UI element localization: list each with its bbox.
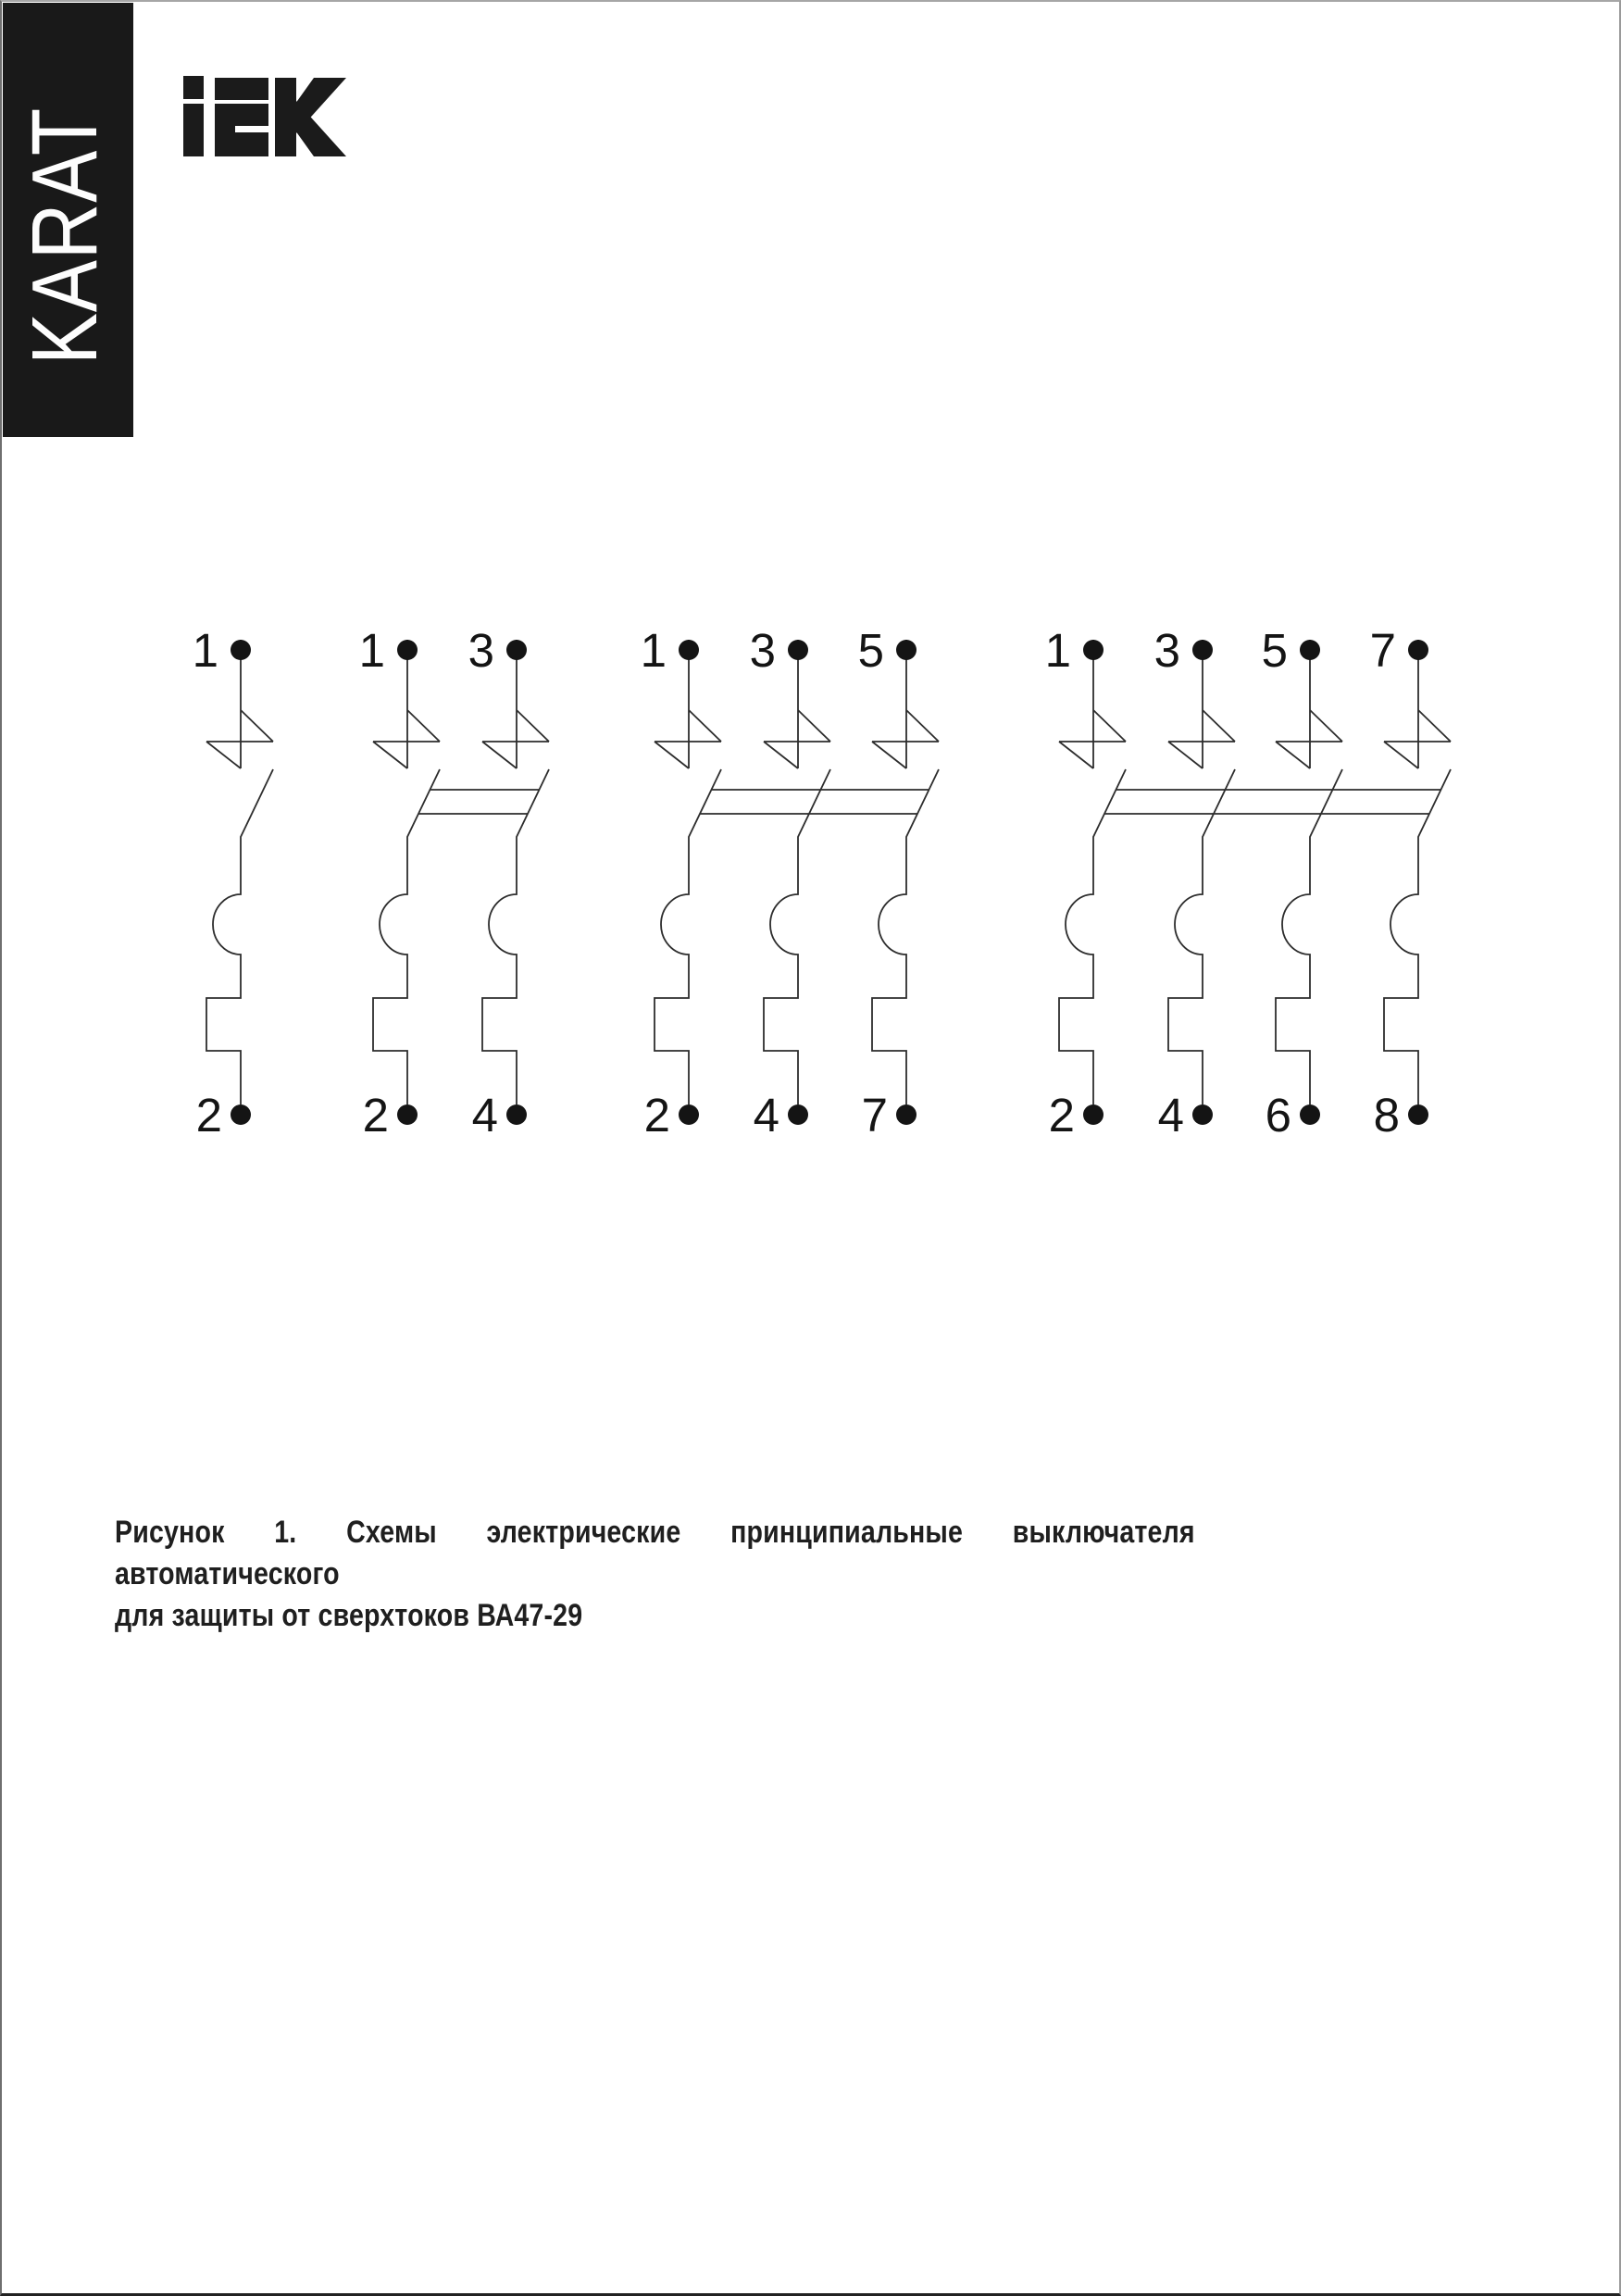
terminal-dot-bottom — [1300, 1104, 1320, 1125]
pole-path — [1059, 640, 1126, 1104]
terminal-label-bottom: 8 — [1373, 1089, 1400, 1142]
terminal-dot-bottom — [506, 1104, 527, 1125]
pole-path — [872, 640, 939, 1104]
circuit-diagrams — [2, 2, 1621, 1298]
terminal-label-bottom: 4 — [471, 1089, 498, 1142]
terminal-dot-bottom — [1083, 1104, 1104, 1125]
diagram-1-pole — [193, 624, 273, 1142]
terminal-label-bottom: 7 — [861, 1089, 888, 1142]
terminal-dot-top — [231, 640, 251, 660]
terminal-label-top: 5 — [857, 624, 884, 677]
terminal-dot-top — [896, 640, 916, 660]
terminal-dot-bottom — [231, 1104, 251, 1125]
terminal-label-top: 5 — [1261, 624, 1288, 677]
terminal-label-top: 7 — [1369, 624, 1396, 677]
terminal-dot-top — [788, 640, 808, 660]
terminal-dot-top — [1083, 640, 1104, 660]
terminal-label-top: 1 — [1044, 624, 1071, 677]
terminal-label-top: 1 — [192, 624, 218, 677]
terminal-label-top: 3 — [749, 624, 776, 677]
terminal-dot-top — [1300, 640, 1320, 660]
pole-path — [482, 640, 549, 1104]
terminal-label-top: 3 — [468, 624, 494, 677]
terminal-label-bottom: 2 — [1048, 1089, 1075, 1142]
terminal-dot-top — [679, 640, 699, 660]
terminal-dot-top — [1192, 640, 1213, 660]
terminal-label-bottom: 2 — [643, 1089, 670, 1142]
terminal-label-bottom: 4 — [753, 1089, 779, 1142]
terminal-dot-bottom — [788, 1104, 808, 1125]
pole-path — [1276, 640, 1342, 1104]
terminal-label-bottom: 2 — [362, 1089, 389, 1142]
terminal-dot-top — [397, 640, 418, 660]
pole-linkage-bar — [418, 790, 539, 814]
terminal-dot-bottom — [1192, 1104, 1213, 1125]
terminal-label-top: 3 — [1153, 624, 1180, 677]
terminal-label-top: 1 — [358, 624, 385, 677]
terminal-label-bottom: 6 — [1265, 1089, 1291, 1142]
pole-path — [206, 640, 273, 1104]
terminal-dot-bottom — [896, 1104, 916, 1125]
brand-series-label: KARAT — [13, 106, 117, 365]
pole-path — [1168, 640, 1235, 1104]
terminal-dot-top — [1408, 640, 1428, 660]
terminal-dot-bottom — [1408, 1104, 1428, 1125]
figure-caption-line1: Рисунок 1. Схемы электрические принципиальные выключателя автоматического — [115, 1515, 1195, 1591]
diagram-4-pole — [1045, 624, 1451, 1142]
terminal-dot-bottom — [679, 1104, 699, 1125]
diagram-2-pole — [359, 624, 549, 1142]
terminal-label-bottom: 4 — [1157, 1089, 1184, 1142]
diagram-3-pole — [641, 624, 939, 1142]
figure-caption — [115, 1512, 1195, 1637]
pole-path — [1384, 640, 1451, 1104]
terminal-label-bottom: 2 — [195, 1089, 222, 1142]
figure-caption-line2: для защиты от сверхтоков ВА47-29 — [115, 1598, 583, 1633]
terminal-label-top: 1 — [640, 624, 667, 677]
terminal-dot-top — [506, 640, 527, 660]
pole-path — [373, 640, 440, 1104]
terminal-dot-bottom — [397, 1104, 418, 1125]
pole-linkage-bar — [1104, 790, 1440, 814]
pole-path — [655, 640, 721, 1104]
pole-path — [764, 640, 830, 1104]
